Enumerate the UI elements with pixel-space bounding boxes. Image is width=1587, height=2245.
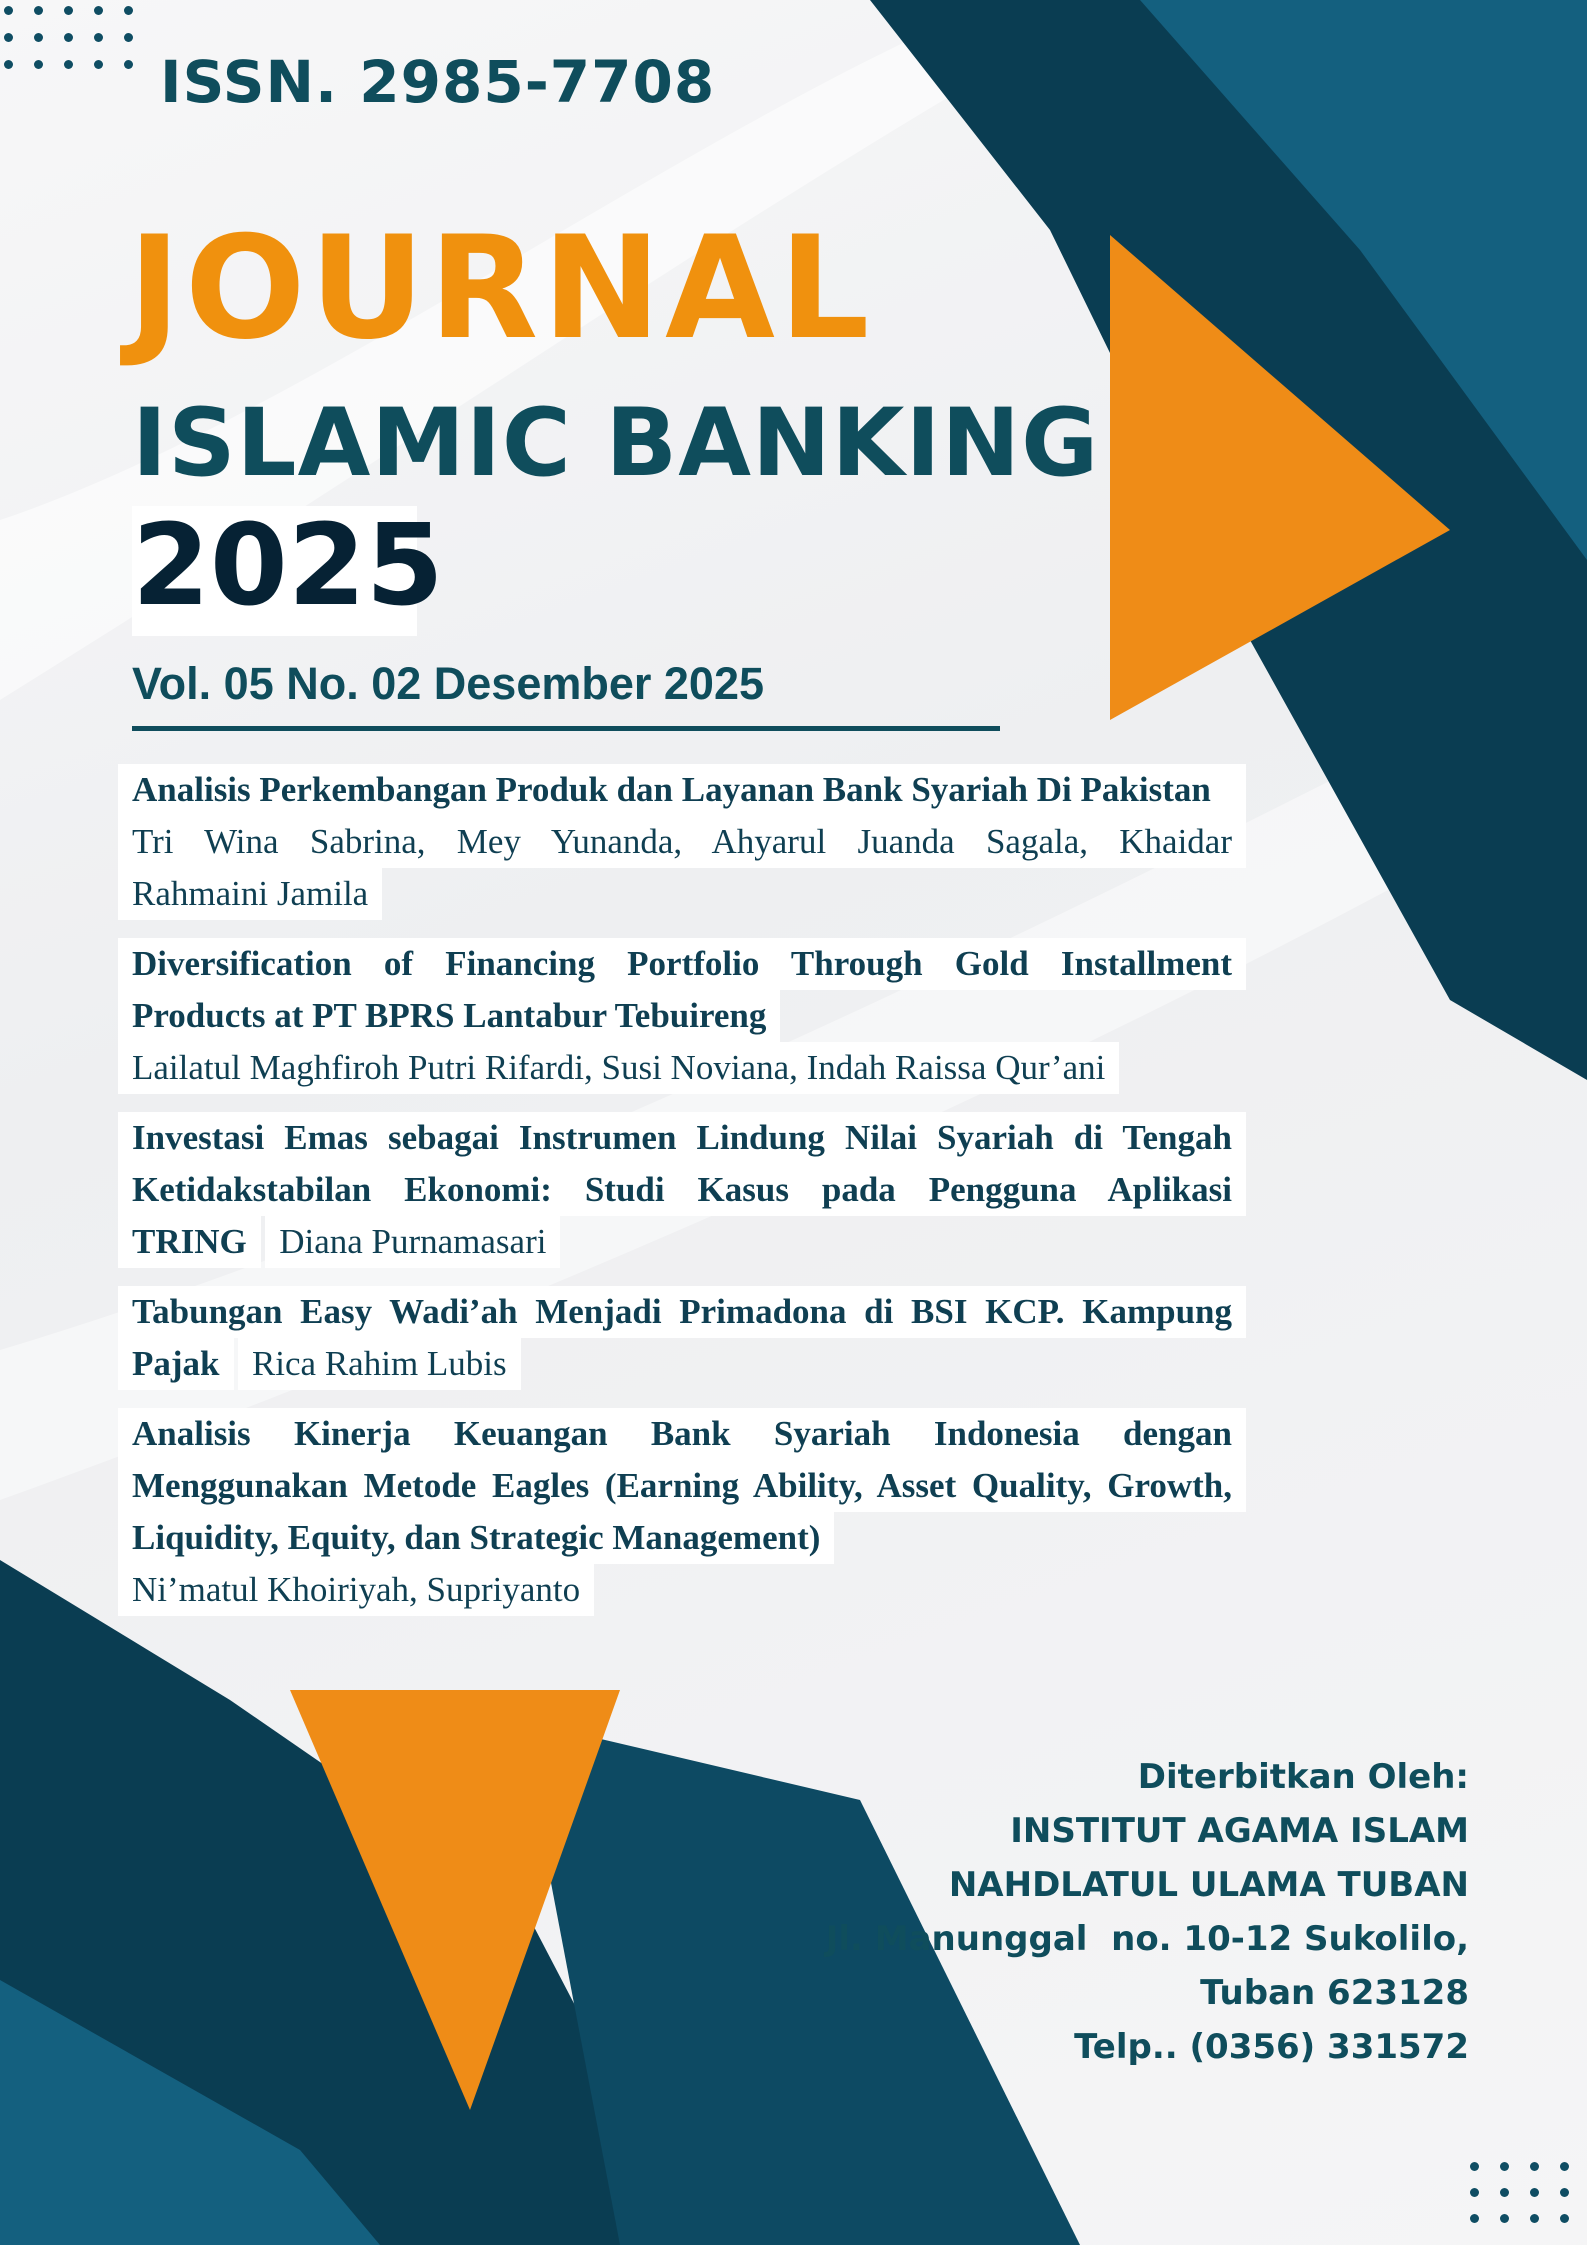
article-title-line: Analisis Perkembangan Produk dan Layanan Bank Syariah Di Pakistan <box>118 764 1246 816</box>
article-entry <box>118 1408 1246 1616</box>
publisher-name-line: INSTITUT AGAMA ISLAM <box>1010 1811 1469 1851</box>
journal-subject-heading: ISLAMIC BANKING <box>132 389 1100 498</box>
issn-number: ISSN. 2985-7708 <box>160 48 716 116</box>
article-title-line: Products at PT BPRS Lantabur Tebuireng <box>118 990 780 1042</box>
volume-issue-label: Vol. 05 No. 02 Desember 2025 <box>132 658 764 709</box>
journal-year: 2025 <box>132 501 444 631</box>
article-entry <box>118 1112 1246 1268</box>
article-authors-line: Rahmaini Jamila <box>118 868 382 920</box>
article-title-line: Ketidakstabilan Ekonomi: Studi Kasus pada Pengguna Aplikasi <box>118 1164 1246 1216</box>
article-authors-line: Tri Wina Sabrina, Mey Yunanda, Ahyarul Juanda Sagala, Khaidar <box>118 816 1246 868</box>
article-title-line: Analisis Kinerja Keuangan Bank Syariah Indonesia dengan <box>118 1408 1246 1460</box>
article-title-line: Investasi Emas sebagai Instrumen Lindung Nilai Syariah di Tengah <box>118 1112 1246 1164</box>
decorative-dot-grid-top <box>4 6 134 69</box>
table-of-contents <box>118 764 1246 1634</box>
article-title-line: Liquidity, Equity, dan Strategic Management) <box>118 1512 834 1564</box>
article-entry <box>118 764 1246 920</box>
article-title-line: TRING <box>118 1216 261 1268</box>
publisher-label: Diterbitkan Oleh: <box>1137 1757 1469 1797</box>
article-title-line: Tabungan Easy Wadi’ah Menjadi Primadona di BSI KCP. Kampung <box>118 1286 1246 1338</box>
publisher-name-line: NAHDLATUL ULAMA TUBAN <box>948 1865 1469 1905</box>
article-authors-line: Lailatul Maghfiroh Putri Rifardi, Susi Noviana, Indah Raissa Qur’ani <box>118 1042 1119 1094</box>
article-authors-line: Ni’matul Khoiriyah, Supriyanto <box>118 1564 594 1616</box>
journal-heading: JOURNAL <box>128 206 874 371</box>
article-entry <box>118 1286 1246 1390</box>
decorative-dot-grid-bottom <box>1470 2162 1570 2223</box>
publisher-phone: Telp.. (0356) 331572 <box>1074 2027 1469 2067</box>
heading-divider <box>132 726 1000 731</box>
publisher-block <box>826 1750 1469 2074</box>
article-title-line: Pajak <box>118 1338 234 1390</box>
article-title-line: Diversification of Financing Portfolio Through Gold Installment <box>118 938 1246 990</box>
publisher-address-line: Tuban 623128 <box>1200 1973 1469 2013</box>
publisher-address-line: Jl. Manunggal no. 10-12 Sukolilo, <box>825 1919 1469 1959</box>
article-entry <box>118 938 1246 1094</box>
article-title-line: Menggunakan Metode Eagles (Earning Ability, Asset Quality, Growth, <box>118 1460 1246 1512</box>
article-authors-line: Rica Rahim Lubis <box>238 1338 521 1390</box>
article-authors-line: Diana Purnamasari <box>265 1216 560 1268</box>
